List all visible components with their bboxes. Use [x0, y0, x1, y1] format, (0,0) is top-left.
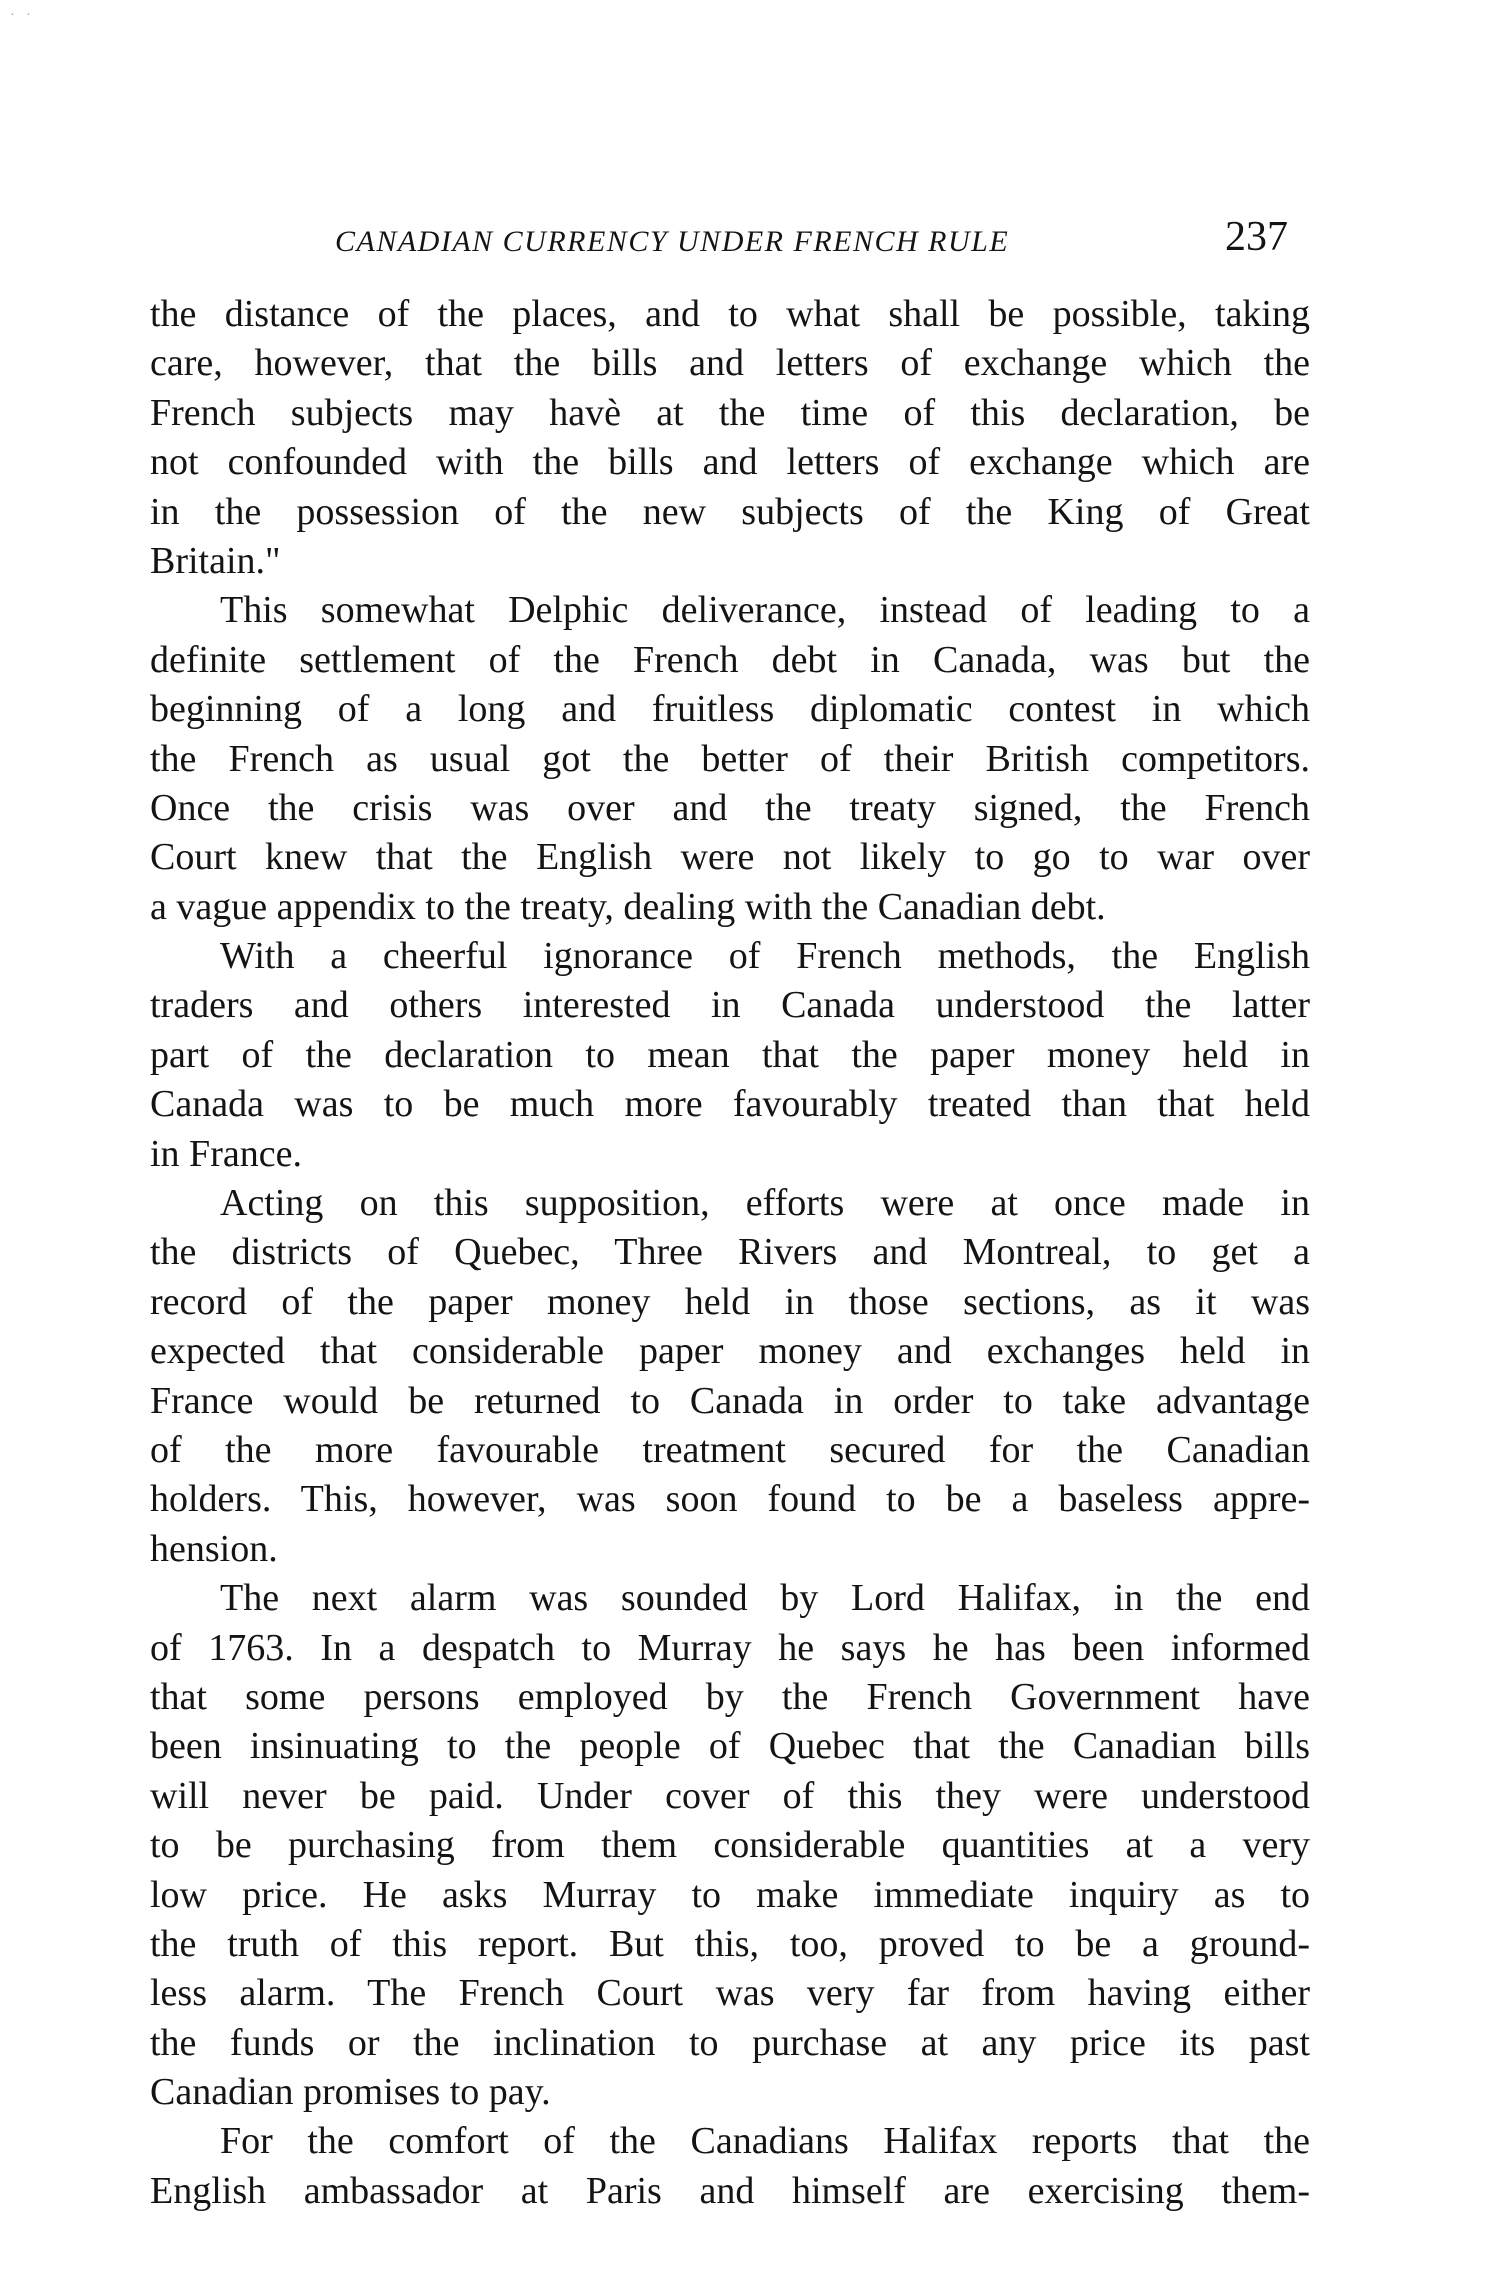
page-number: 237 — [1225, 214, 1288, 260]
text-line: care, however, that the bills and letters of exchange which the — [150, 342, 1310, 385]
text-line: that some persons employed by the French Government have — [150, 1675, 1310, 1718]
text-line: a vague appendix to the treaty, dealing with the Canadian debt. — [150, 885, 1106, 928]
text-line: the truth of this report. But this, too, proved to be a ground- — [150, 1922, 1310, 1965]
text-line: expected that considerable paper money and exchanges held in — [150, 1330, 1310, 1373]
text-line: the distance of the places, and to what shall be possible, taking — [150, 293, 1310, 335]
text-line: the districts of Quebec, Three Rivers and Montreal, to get a — [150, 1231, 1310, 1274]
text-line: less alarm. The French Court was very far from having either — [150, 1972, 1310, 2015]
text-line: France would be returned to Canada in order to take advantage — [150, 1379, 1310, 1422]
text-line: not confounded with the bills and letters of exchange which are — [150, 441, 1310, 484]
text-line: beginning of a long and fruitless diplomatic contest in which — [150, 688, 1310, 731]
text-line: Court knew that the English were not likely to go to war over — [150, 836, 1310, 879]
text-line: record of the paper money held in those sections, as it was — [150, 1280, 1310, 1323]
text-line: Canada was to be much more favourably treated than that held — [150, 1083, 1310, 1126]
body-text — [150, 290, 1310, 2216]
text-line: low price. He asks Murray to make immediate inquiry as to — [150, 1873, 1310, 1916]
text-line: will never be paid. Under cover of this they were understood — [150, 1774, 1310, 1817]
text-line: French subjects may havè at the time of this declaration, be — [150, 391, 1310, 434]
text-line: the French as usual got the better of their British competitors. — [150, 737, 1310, 780]
text-line: definite settlement of the French debt in Canada, was but the — [150, 638, 1310, 681]
text-line: in France. — [150, 1132, 302, 1175]
running-head — [325, 213, 1305, 273]
text-line: part of the declaration to mean that the paper money held in — [150, 1033, 1310, 1076]
text-line: holders. This, however, was soon found to be a baseless appre- — [150, 1478, 1310, 1521]
text-line: traders and others interested in Canada understood the latter — [150, 984, 1310, 1027]
text-line: English ambassador at Paris and himself are exercising them- — [150, 2169, 1310, 2212]
paragraph-start-line: With a cheerful ignorance of French methods, the English — [220, 935, 1310, 978]
text-line: in the possession of the new subjects of the King of Great — [150, 490, 1310, 533]
paragraph-start-line: Acting on this supposition, efforts were at once made in — [220, 1182, 1310, 1225]
running-title: CANADIAN CURRENCY UNDER FRENCH RULE — [335, 225, 1010, 258]
text-line: Britain." — [150, 539, 281, 582]
text-line: the funds or the inclination to purchase at any price its past — [150, 2021, 1310, 2064]
text-line: hension. — [150, 1527, 278, 1570]
text-line: Canadian promises to pay. — [150, 2071, 551, 2114]
scan-specks: · · — [10, 8, 35, 23]
text-line: Once the crisis was over and the treaty signed, the French — [150, 786, 1310, 829]
text-line: of the more favourable treatment secured for the Canadian — [150, 1428, 1310, 1471]
paragraph-start-line: This somewhat Delphic deliverance, instead of leading to a — [220, 589, 1310, 632]
text-line: of 1763. In a despatch to Murray he says he has been informed — [150, 1626, 1310, 1669]
paragraph-start-line: For the comfort of the Canadians Halifax reports that the — [220, 2120, 1310, 2163]
text-line: been insinuating to the people of Quebec that the Canadian bills — [150, 1725, 1310, 1768]
text-line: to be purchasing from them considerable quantities at a very — [150, 1824, 1310, 1867]
paragraph-start-line: The next alarm was sounded by Lord Halifax, in the end — [220, 1577, 1310, 1620]
